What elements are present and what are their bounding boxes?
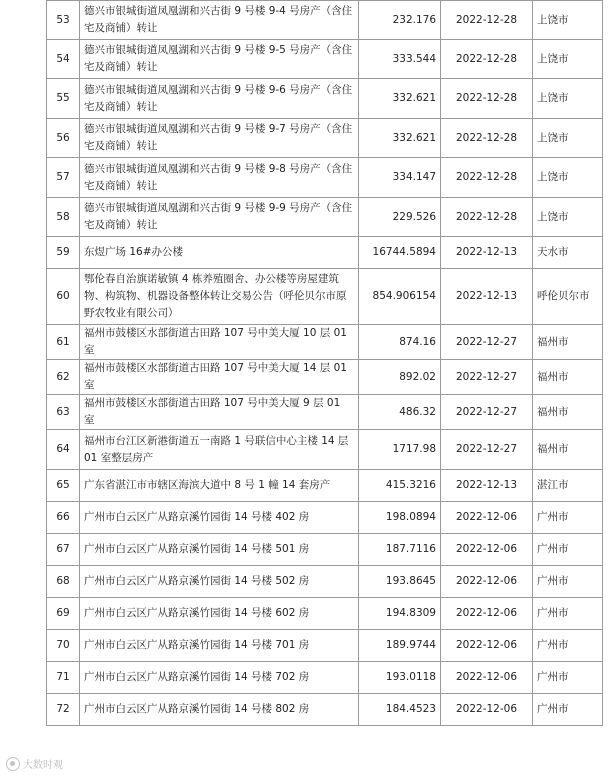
property-description: 广州市白云区广从路京溪竹园街 14 号楼 802 房: [80, 694, 359, 726]
listing-amount: 874.16: [359, 325, 441, 360]
listing-amount: 486.32: [359, 395, 441, 430]
row-number: 57: [47, 158, 80, 198]
row-number: 62: [47, 360, 80, 395]
row-number: 71: [47, 662, 80, 694]
property-listing-table: [46, 0, 603, 726]
watermark: [6, 756, 63, 771]
city-name: 广州市: [533, 566, 603, 598]
listing-date: 2022-12-28: [441, 119, 533, 158]
listing-amount: 184.4523: [359, 694, 441, 726]
row-number: 54: [47, 40, 80, 79]
row-number: 58: [47, 198, 80, 237]
property-description: 广州市白云区广从路京溪竹园街 14 号楼 501 房: [80, 534, 359, 566]
city-name: 广州市: [533, 662, 603, 694]
row-number: 65: [47, 470, 80, 502]
listing-amount: 16744.5894: [359, 237, 441, 269]
table-row: [47, 158, 603, 198]
table-row: [47, 198, 603, 237]
row-number: 61: [47, 325, 80, 360]
table-row: [47, 40, 603, 79]
table-row: [47, 598, 603, 630]
table-row: [47, 269, 603, 325]
property-description: 德兴市银城街道凤凰湖和兴古街 9 号楼 9-8 号房产（含住宅及商铺）转让: [80, 158, 359, 198]
row-number: 60: [47, 269, 80, 325]
city-name: 广州市: [533, 630, 603, 662]
row-number: 69: [47, 598, 80, 630]
property-description: 广东省湛江市市辖区海滨大道中 8 号 1 幢 14 套房产: [80, 470, 359, 502]
listing-date: 2022-12-28: [441, 40, 533, 79]
listing-amount: 189.9744: [359, 630, 441, 662]
city-name: 上饶市: [533, 198, 603, 237]
city-name: 福州市: [533, 360, 603, 395]
listing-date: 2022-12-27: [441, 325, 533, 360]
property-description: 鄂伦春自治旗诺敏镇 4 栋养殖圈舍、办公楼等房屋建筑物、构筑物、机器设备整体转让交易公告（呼伦贝尔市原野农牧业有限公司）: [80, 269, 359, 325]
city-name: 上饶市: [533, 79, 603, 119]
table-row: [47, 534, 603, 566]
city-name: 上饶市: [533, 40, 603, 79]
listing-amount: 854.906154: [359, 269, 441, 325]
listing-amount: 415.3216: [359, 470, 441, 502]
listing-date: 2022-12-28: [441, 79, 533, 119]
listing-amount: 334.147: [359, 158, 441, 198]
city-name: 湛江市: [533, 470, 603, 502]
listing-date: 2022-12-28: [441, 198, 533, 237]
listing-date: 2022-12-06: [441, 566, 533, 598]
listing-amount: 892.02: [359, 360, 441, 395]
property-description: 福州市鼓楼区水部街道古田路 107 号中美大厦 14 层 01 室: [80, 360, 359, 395]
table-row: [47, 325, 603, 360]
listing-amount: 194.8309: [359, 598, 441, 630]
table-row: [47, 430, 603, 470]
listing-amount: 229.526: [359, 198, 441, 237]
table-row: [47, 1, 603, 40]
listing-date: 2022-12-06: [441, 598, 533, 630]
listing-amount: 232.176: [359, 1, 441, 40]
property-description: 广州市白云区广从路京溪竹园街 14 号楼 602 房: [80, 598, 359, 630]
listing-date: 2022-12-27: [441, 430, 533, 470]
row-number: 70: [47, 630, 80, 662]
row-number: 59: [47, 237, 80, 269]
table-row: [47, 662, 603, 694]
listing-date: 2022-12-27: [441, 395, 533, 430]
property-description: 广州市白云区广从路京溪竹园街 14 号楼 402 房: [80, 502, 359, 534]
table-row: [47, 566, 603, 598]
table-row: [47, 395, 603, 430]
property-description: 福州市鼓楼区水部街道古田路 107 号中美大厦 10 层 01 室: [80, 325, 359, 360]
listing-date: 2022-12-13: [441, 237, 533, 269]
city-name: 呼伦贝尔市: [533, 269, 603, 325]
property-description: 东煜广场 16#办公楼: [80, 237, 359, 269]
property-description: 福州市鼓楼区水部街道古田路 107 号中美大厦 9 层 01 室: [80, 395, 359, 430]
listing-amount: 198.0894: [359, 502, 441, 534]
city-name: 上饶市: [533, 158, 603, 198]
table-row: [47, 502, 603, 534]
listing-date: 2022-12-27: [441, 360, 533, 395]
listing-date: 2022-12-06: [441, 694, 533, 726]
city-name: 广州市: [533, 502, 603, 534]
property-description: 德兴市银城街道凤凰湖和兴古街 9 号楼 9-7 号房产（含住宅及商铺）转让: [80, 119, 359, 158]
property-description: 广州市白云区广从路京溪竹园街 14 号楼 701 房: [80, 630, 359, 662]
city-name: 上饶市: [533, 119, 603, 158]
table-row: [47, 119, 603, 158]
table-row: [47, 630, 603, 662]
city-name: 上饶市: [533, 1, 603, 40]
listing-date: 2022-12-06: [441, 630, 533, 662]
table-row: [47, 694, 603, 726]
city-name: 天水市: [533, 237, 603, 269]
table-row: [47, 79, 603, 119]
property-description: 德兴市银城街道凤凰湖和兴古街 9 号楼 9-9 号房产（含住宅及商铺）转让: [80, 198, 359, 237]
property-description: 福州市台江区新港街道五一南路 1 号联信中心主楼 14 层 01 室整层房产: [80, 430, 359, 470]
property-description: 广州市白云区广从路京溪竹园街 14 号楼 502 房: [80, 566, 359, 598]
row-number: 66: [47, 502, 80, 534]
listing-date: 2022-12-06: [441, 502, 533, 534]
row-number: 72: [47, 694, 80, 726]
city-name: 福州市: [533, 430, 603, 470]
listing-date: 2022-12-28: [441, 158, 533, 198]
row-number: 63: [47, 395, 80, 430]
listing-amount: 193.8645: [359, 566, 441, 598]
city-name: 广州市: [533, 534, 603, 566]
listing-amount: 332.621: [359, 79, 441, 119]
row-number: 67: [47, 534, 80, 566]
table-row: [47, 360, 603, 395]
row-number: 56: [47, 119, 80, 158]
city-name: 广州市: [533, 694, 603, 726]
property-description: 德兴市银城街道凤凰湖和兴古街 9 号楼 9-5 号房产（含住宅及商铺）转让: [80, 40, 359, 79]
watermark-text: 大数时观: [23, 760, 63, 771]
table-body: [47, 1, 603, 726]
listing-amount: 193.0118: [359, 662, 441, 694]
listing-amount: 332.621: [359, 119, 441, 158]
property-description: 广州市白云区广从路京溪竹园街 14 号楼 702 房: [80, 662, 359, 694]
listing-date: 2022-12-13: [441, 269, 533, 325]
row-number: 53: [47, 1, 80, 40]
row-number: 68: [47, 566, 80, 598]
listing-date: 2022-12-06: [441, 662, 533, 694]
table-row: [47, 237, 603, 269]
listing-amount: 333.544: [359, 40, 441, 79]
listing-amount: 187.7116: [359, 534, 441, 566]
listing-amount: 1717.98: [359, 430, 441, 470]
row-number: 55: [47, 79, 80, 119]
listing-date: 2022-12-06: [441, 534, 533, 566]
table-row: [47, 470, 603, 502]
city-name: 广州市: [533, 598, 603, 630]
row-number: 64: [47, 430, 80, 470]
city-name: 福州市: [533, 325, 603, 360]
listing-date: 2022-12-13: [441, 470, 533, 502]
property-description: 德兴市银城街道凤凰湖和兴古街 9 号楼 9-6 号房产（含住宅及商铺）转让: [80, 79, 359, 119]
city-name: 福州市: [533, 395, 603, 430]
property-description: 德兴市银城街道凤凰湖和兴古街 9 号楼 9-4 号房产（含住宅及商铺）转让: [80, 1, 359, 40]
wechat-logo-icon: [6, 757, 20, 771]
listing-date: 2022-12-28: [441, 1, 533, 40]
